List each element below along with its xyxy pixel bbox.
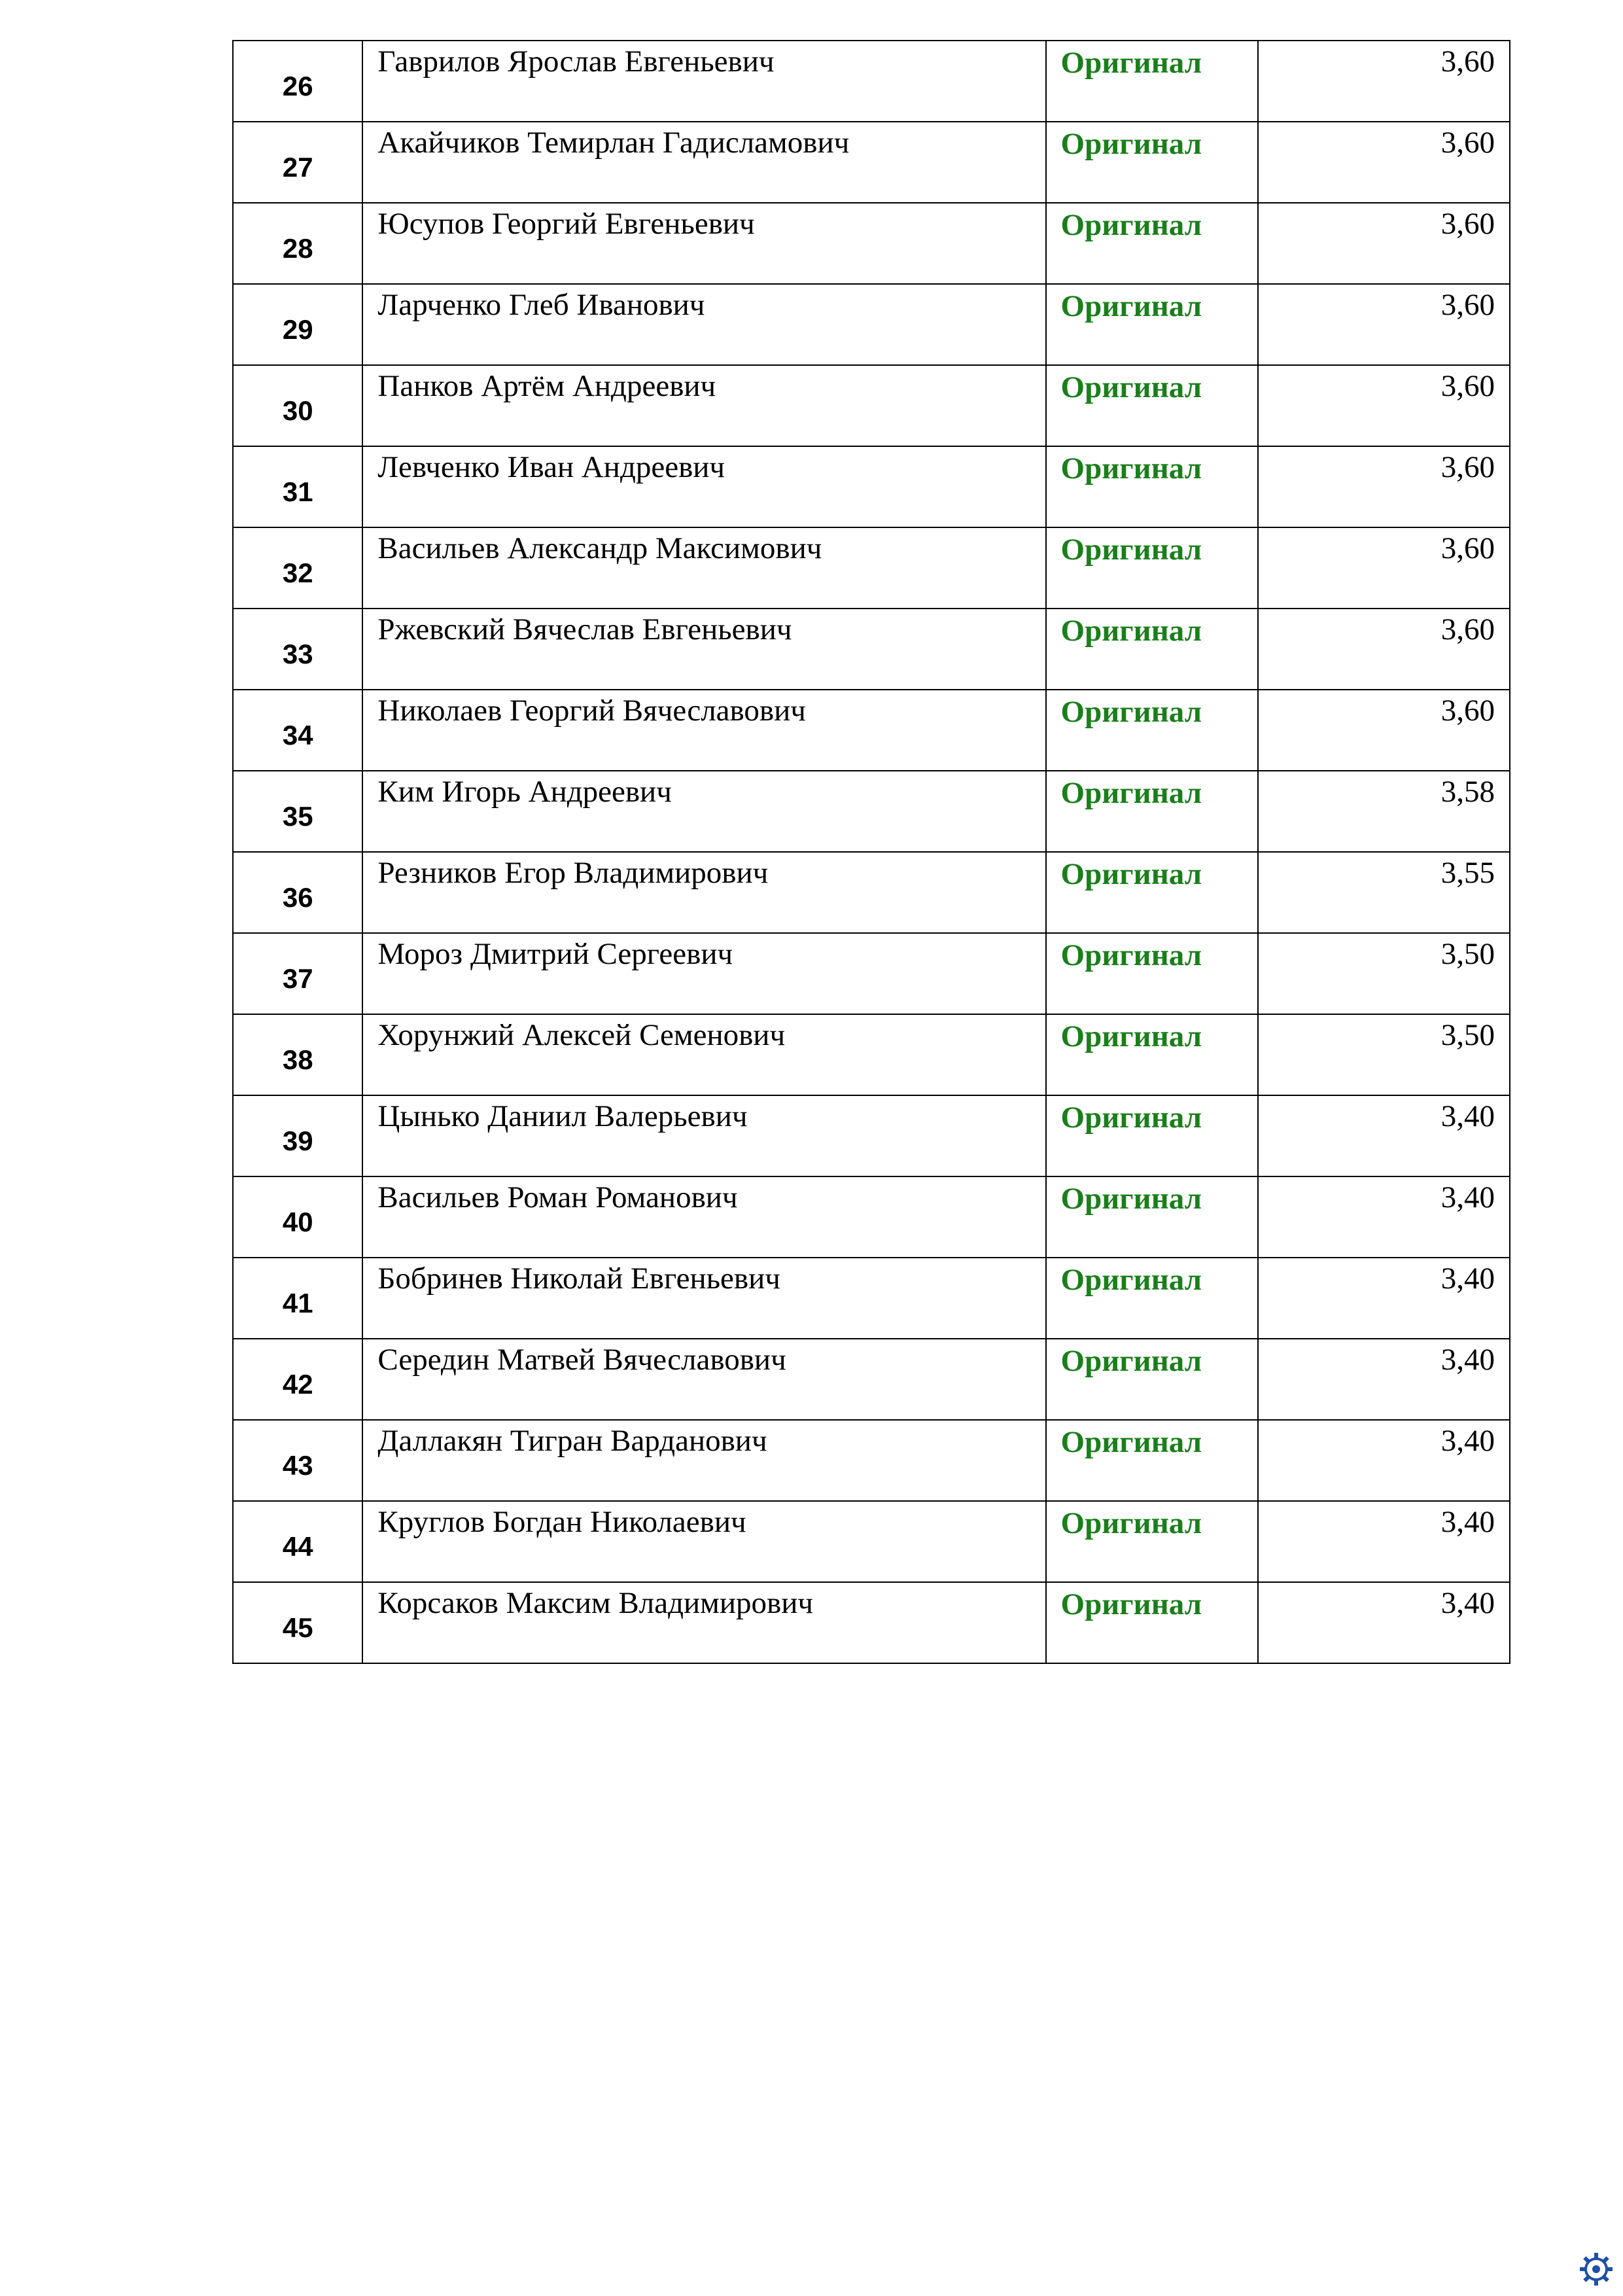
- average-score: 3,60: [1258, 284, 1510, 365]
- applicant-name: Ржевский Вячеслав Евгеньевич: [362, 609, 1045, 690]
- document-status: Оригинал: [1046, 446, 1259, 527]
- row-number: 43: [233, 1420, 362, 1501]
- table-row: [233, 933, 1510, 1014]
- table-row: [233, 1258, 1510, 1339]
- document-status: Оригинал: [1046, 1176, 1259, 1258]
- applicant-name: Акайчиков Темирлан Гадисламович: [362, 122, 1045, 203]
- average-score: 3,58: [1258, 771, 1510, 852]
- gear-logo-svg: [1579, 2252, 1614, 2287]
- document-status: Оригинал: [1046, 365, 1259, 446]
- table-row: [233, 609, 1510, 690]
- average-score: 3,40: [1258, 1420, 1510, 1501]
- row-number: 37: [233, 933, 362, 1014]
- document-status: Оригинал: [1046, 527, 1259, 609]
- table-row: [233, 446, 1510, 527]
- average-score: 3,60: [1258, 41, 1510, 122]
- table-row: [233, 284, 1510, 365]
- gear-logo-icon: [1579, 2252, 1614, 2287]
- row-number: 41: [233, 1258, 362, 1339]
- applicants-table-body: [233, 41, 1510, 1663]
- applicant-name: Гаврилов Ярослав Евгеньевич: [362, 41, 1045, 122]
- average-score: 3,40: [1258, 1176, 1510, 1258]
- document-status: Оригинал: [1046, 1095, 1259, 1176]
- row-number: 35: [233, 771, 362, 852]
- table-row: [233, 1582, 1510, 1663]
- row-number: 32: [233, 527, 362, 609]
- applicant-name: Даллакян Тигран Варданович: [362, 1420, 1045, 1501]
- applicant-name: Панков Артём Андреевич: [362, 365, 1045, 446]
- table-row: [233, 122, 1510, 203]
- document-status: Оригинал: [1046, 690, 1259, 771]
- row-number: 39: [233, 1095, 362, 1176]
- applicant-name: Ларченко Глеб Иванович: [362, 284, 1045, 365]
- average-score: 3,40: [1258, 1501, 1510, 1582]
- average-score: 3,60: [1258, 690, 1510, 771]
- average-score: 3,40: [1258, 1095, 1510, 1176]
- row-number: 26: [233, 41, 362, 122]
- applicant-name: Николаев Георгий Вячеславович: [362, 690, 1045, 771]
- applicant-name: Хорунжий Алексей Семенович: [362, 1014, 1045, 1095]
- document-status: Оригинал: [1046, 609, 1259, 690]
- table-row: [233, 1339, 1510, 1420]
- applicant-name: Корсаков Максим Владимирович: [362, 1582, 1045, 1663]
- row-number: 38: [233, 1014, 362, 1095]
- average-score: 3,50: [1258, 1014, 1510, 1095]
- average-score: 3,60: [1258, 609, 1510, 690]
- applicant-name: Юсупов Георгий Евгеньевич: [362, 203, 1045, 284]
- applicant-name: Васильев Роман Романович: [362, 1176, 1045, 1258]
- applicant-name: Бобринев Николай Евгеньевич: [362, 1258, 1045, 1339]
- row-number: 30: [233, 365, 362, 446]
- document-status: Оригинал: [1046, 1258, 1259, 1339]
- document-status: Оригинал: [1046, 852, 1259, 933]
- document-status: Оригинал: [1046, 1582, 1259, 1663]
- average-score: 3,55: [1258, 852, 1510, 933]
- table-row: [233, 1095, 1510, 1176]
- document-status: Оригинал: [1046, 1420, 1259, 1501]
- row-number: 33: [233, 609, 362, 690]
- applicant-name: Левченко Иван Андреевич: [362, 446, 1045, 527]
- document-status: Оригинал: [1046, 284, 1259, 365]
- table-row: [233, 1014, 1510, 1095]
- document-status: Оригинал: [1046, 771, 1259, 852]
- applicant-name: Ким Игорь Андреевич: [362, 771, 1045, 852]
- average-score: 3,40: [1258, 1339, 1510, 1420]
- table-row: [233, 1176, 1510, 1258]
- average-score: 3,60: [1258, 527, 1510, 609]
- table-row: [233, 852, 1510, 933]
- applicant-name: Васильев Александр Максимович: [362, 527, 1045, 609]
- table-row: [233, 1501, 1510, 1582]
- applicant-name: Круглов Богдан Николаевич: [362, 1501, 1045, 1582]
- document-status: Оригинал: [1046, 1014, 1259, 1095]
- document-status: Оригинал: [1046, 1501, 1259, 1582]
- table-row: [233, 365, 1510, 446]
- applicant-name: Середин Матвей Вячеславович: [362, 1339, 1045, 1420]
- applicant-name: Резников Егор Владимирович: [362, 852, 1045, 933]
- average-score: 3,60: [1258, 122, 1510, 203]
- table-row: [233, 1420, 1510, 1501]
- row-number: 29: [233, 284, 362, 365]
- row-number: 42: [233, 1339, 362, 1420]
- row-number: 27: [233, 122, 362, 203]
- row-number: 40: [233, 1176, 362, 1258]
- table-row: [233, 771, 1510, 852]
- average-score: 3,60: [1258, 446, 1510, 527]
- row-number: 36: [233, 852, 362, 933]
- row-number: 28: [233, 203, 362, 284]
- table-row: [233, 203, 1510, 284]
- average-score: 3,60: [1258, 365, 1510, 446]
- row-number: 34: [233, 690, 362, 771]
- document-status: Оригинал: [1046, 1339, 1259, 1420]
- table-row: [233, 690, 1510, 771]
- row-number: 31: [233, 446, 362, 527]
- average-score: 3,40: [1258, 1258, 1510, 1339]
- table-row: [233, 527, 1510, 609]
- applicant-name: Мороз Дмитрий Сергеевич: [362, 933, 1045, 1014]
- document-status: Оригинал: [1046, 122, 1259, 203]
- average-score: 3,60: [1258, 203, 1510, 284]
- document-status: Оригинал: [1046, 41, 1259, 122]
- row-number: 44: [233, 1501, 362, 1582]
- applicants-table: [232, 40, 1510, 1664]
- average-score: 3,40: [1258, 1582, 1510, 1663]
- row-number: 45: [233, 1582, 362, 1663]
- document-status: Оригинал: [1046, 933, 1259, 1014]
- applicant-name: Цынько Даниил Валерьевич: [362, 1095, 1045, 1176]
- average-score: 3,50: [1258, 933, 1510, 1014]
- document-status: Оригинал: [1046, 203, 1259, 284]
- table-row: [233, 41, 1510, 122]
